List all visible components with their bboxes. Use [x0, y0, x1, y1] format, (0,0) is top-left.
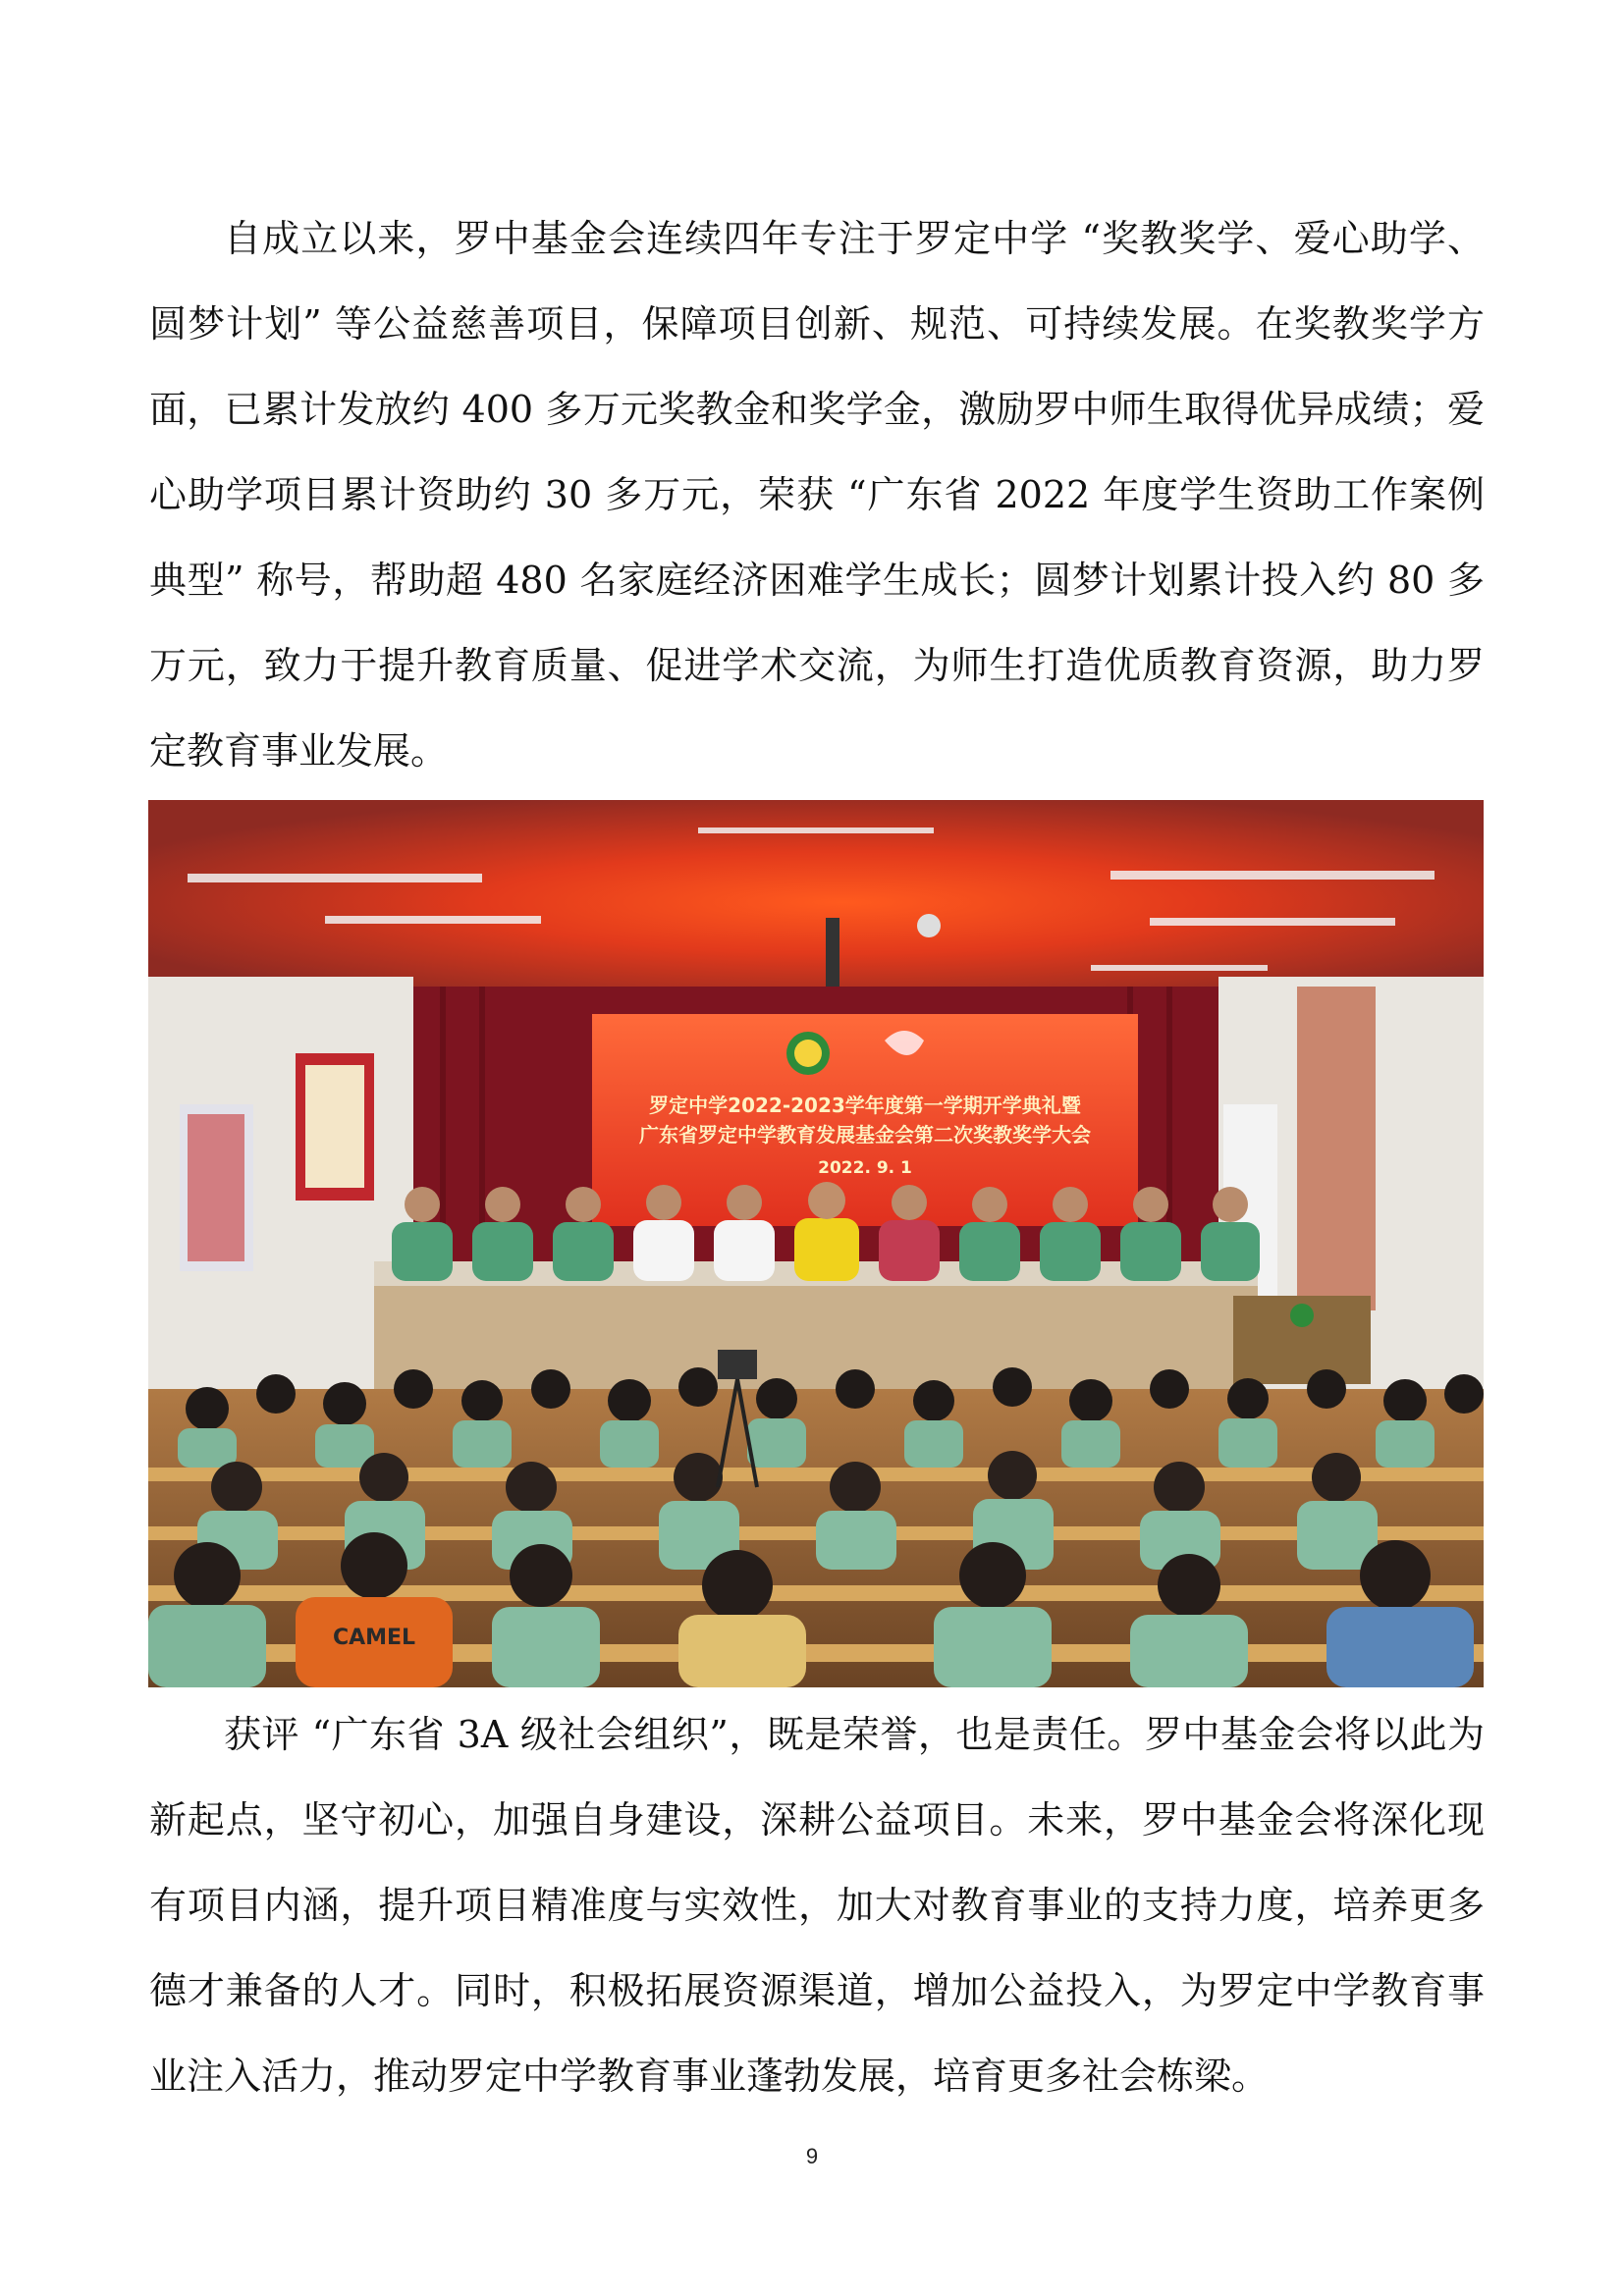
shirt-text: CAMEL — [332, 1626, 416, 1650]
ceremony-photo — [148, 800, 1484, 1687]
screen-title-line1: 罗定中学2022-2023学年度第一学期开学典礼暨 — [649, 1094, 1081, 1117]
screen-date: 2022. 9. 1 — [818, 1158, 912, 1178]
paragraph-achievements: 自成立以来，罗中基金会连续四年专注于罗定中学 “奖教奖学、爱心助学、圆梦计划” 等公益慈善项目，保障项目创新、规范、可持续发展。在奖教奖学方面，已累计发放约 400 多万元奖教金和奖学金，激励罗中师生取得优异成绩；爱心助学项目累计资助约 30 多万元，荣获 “广东省 2022 年度学生资助工作案例典型” 称号，帮助超 480 名家庭经济困难学生成长；圆梦计划累计投入约 80 多万元，致力于提升教育质量、促进学术交流，为师生打造优质教育资源，助力罗定教育事业发展。 — [149, 217, 1485, 773]
screen-title-line2: 广东省罗定中学教育发展基金会第二次奖教奖学大会 — [639, 1123, 1091, 1147]
paragraph-future-plans: 获评 “广东省 3A 级社会组织”，既是荣誉，也是责任。罗中基金会将以此为新起点，坚守初心，加强自身建设，深耕公益项目。未来，罗中基金会将深化现有项目内涵，提升项目精准度与实效性，加大对教育事业的支持力度，培养更多德才兼备的人才。同时，积极拓展资源渠道，增加公益投入，为罗定中学教育事业注入活力，推动罗定中学教育事业蓬勃发展，培育更多社会栋梁。 — [149, 1713, 1485, 2098]
page-number: 9 — [805, 2144, 819, 2168]
